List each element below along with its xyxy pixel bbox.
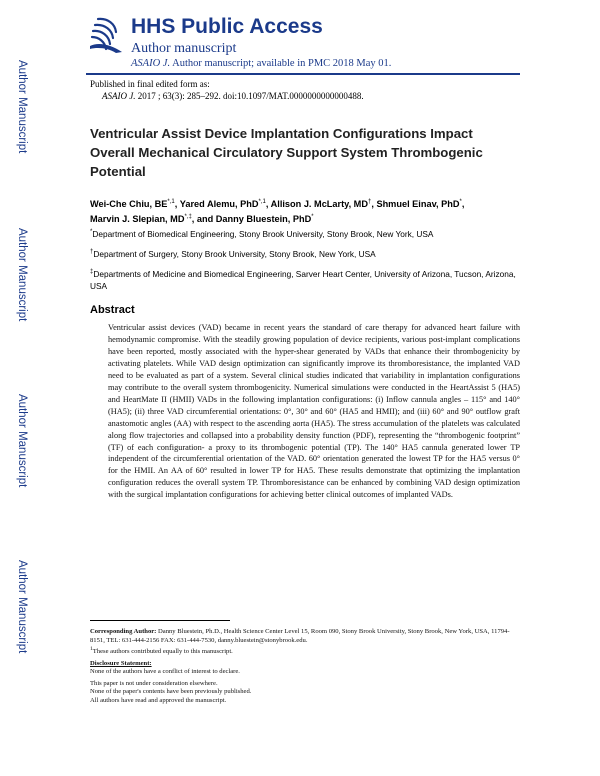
disclosure-heading: Disclosure Statement: — [90, 659, 152, 667]
availability-text: Author manuscript; available in PMC 2018 May 01. — [170, 58, 392, 69]
side-label-author-manuscript: Author Manuscript — [16, 560, 28, 654]
affiliation: *Department of Biomedical Engineering, Stony Brook University, Stony Brook, New York, USA — [90, 228, 434, 239]
footnote-line: All authors have read and approved the manuscript. — [90, 696, 227, 704]
article-title: Ventricular Assist Device Implantation Configurations Impact Overall Mechanical Circulatory Support System Thrombogenic Potential — [90, 126, 483, 179]
corresponding-author: Corresponding Author: Danny Bluestein, Ph.D., Health Science Center Level 15, Room 090, Stony Brook University, Stony Brook, New York, USA, 11794-8151, TEL: 631-444-2156 FAX: 631-444-7530, danny.bluestein@stonybrook.edu. — [90, 628, 510, 644]
footnote-divider — [90, 620, 230, 621]
citation-text: 2017 ; 63(3): 285–292. doi:10.1097/MAT.0000000000000488. — [135, 91, 364, 101]
publication-info — [90, 78, 364, 102]
published-line: Published in final edited form as: — [90, 79, 210, 89]
hhs-public-access-title: HHS Public Access — [131, 15, 323, 38]
disclosure-text: None of the authors have a conflict of interest to declare. — [90, 668, 240, 676]
footnote-line: None of the paper's contents have been previously published. — [90, 688, 252, 696]
citation-journal: ASAIO J. — [102, 91, 136, 101]
author: Marvin J. Slepian, MD*,‡, and — [90, 214, 216, 225]
author-manuscript-subtitle: Author manuscript — [131, 41, 237, 56]
abstract-heading: Abstract — [90, 304, 135, 316]
side-label-author-manuscript: Author Manuscript — [16, 60, 28, 154]
affiliation: ‡Departments of Medicine and Biomedical Engineering, Sarver Heart Center, University of Arizona, Tucson, Arizona, USA — [90, 268, 516, 291]
abstract-body: Ventricular assist devices (VAD) became in recent years the standard of care therapy for advanced heart failure with hemodynamic compromise. With the steadily growing population of device recipients, various post-implant complications have been reported, mostly associated with the hyper-shear generated by VADs that enhance their thrombogenicity by activating platelets. While VAD design optimization can significantly improve its thromboresistance, the implanted VAD need to be evaluated as part of a system. Several clinical studies indicated that variability in implantation configurations may contribute to the overall system thrombogenicity. Numerical simulations were conducted in the HeartAssist 5 (HA5) and HeartMate II (HMII) VADs in the following implantation configurations: (i) Inflow cannula angles – 115° and 140° (HA5); (ii) three VAD circumferential orientations: 0°, 30° and 60° (HA5 and HMII); and (iii) 60° and 90° outflow graft anastomotic angles (AA) with respect to the ascending aorta (HA5). The stress accumulation of the platelets was calculated along flow trajectories and collapsed into a probability density function (PDF), representing the “thrombogenic footprint” (TF) of each configuration- a proxy to its thrombogenic potential (TP). The 140° HA5 cannula generated lower TP independent of the circumferential orientation of the VAD. 60° orientation generated the lowest TP for the HA5 versus 0° for the HMII. An AA of 60° resulted in lower TP for HA5. These results demonstrate that optimizing the implantation configuration reduces the overall system TP. Thromboresistance can be enhanced by combining VAD design optimization with the surgical implantation configurations for achieving better clinical outcomes of implanted VADs. — [108, 323, 520, 500]
citation-line — [90, 90, 364, 102]
side-label-author-manuscript: Author Manuscript — [16, 394, 28, 488]
header-divider — [86, 73, 520, 75]
author: Danny Bluestein, PhD* — [215, 214, 314, 225]
author: Shmuel Einav, PhD*, — [376, 199, 465, 210]
journal-name: ASAIO J. — [131, 58, 171, 69]
hhs-eagle-logo-icon — [86, 14, 128, 56]
author: Yared Alemu, PhD$^{*,1}$, — [179, 199, 271, 210]
affiliation: †Department of Surgery, Stony Brook University, Stony Brook, New York, USA — [90, 248, 376, 259]
availability-line — [131, 58, 391, 69]
footnote-line: This paper is not under consideration elsewhere. — [90, 679, 218, 687]
author: Wei-Che Chiu, $BE^{*,1}$, — [90, 199, 180, 210]
author: Allison J. McLarty, MD†, — [270, 199, 377, 210]
side-label-author-manuscript: Author Manuscript — [16, 228, 28, 322]
footnotes — [90, 628, 520, 705]
equal-contribution-note: $^1$These authors contributed equally to this manuscript. — [90, 646, 233, 656]
author-list — [90, 196, 520, 226]
